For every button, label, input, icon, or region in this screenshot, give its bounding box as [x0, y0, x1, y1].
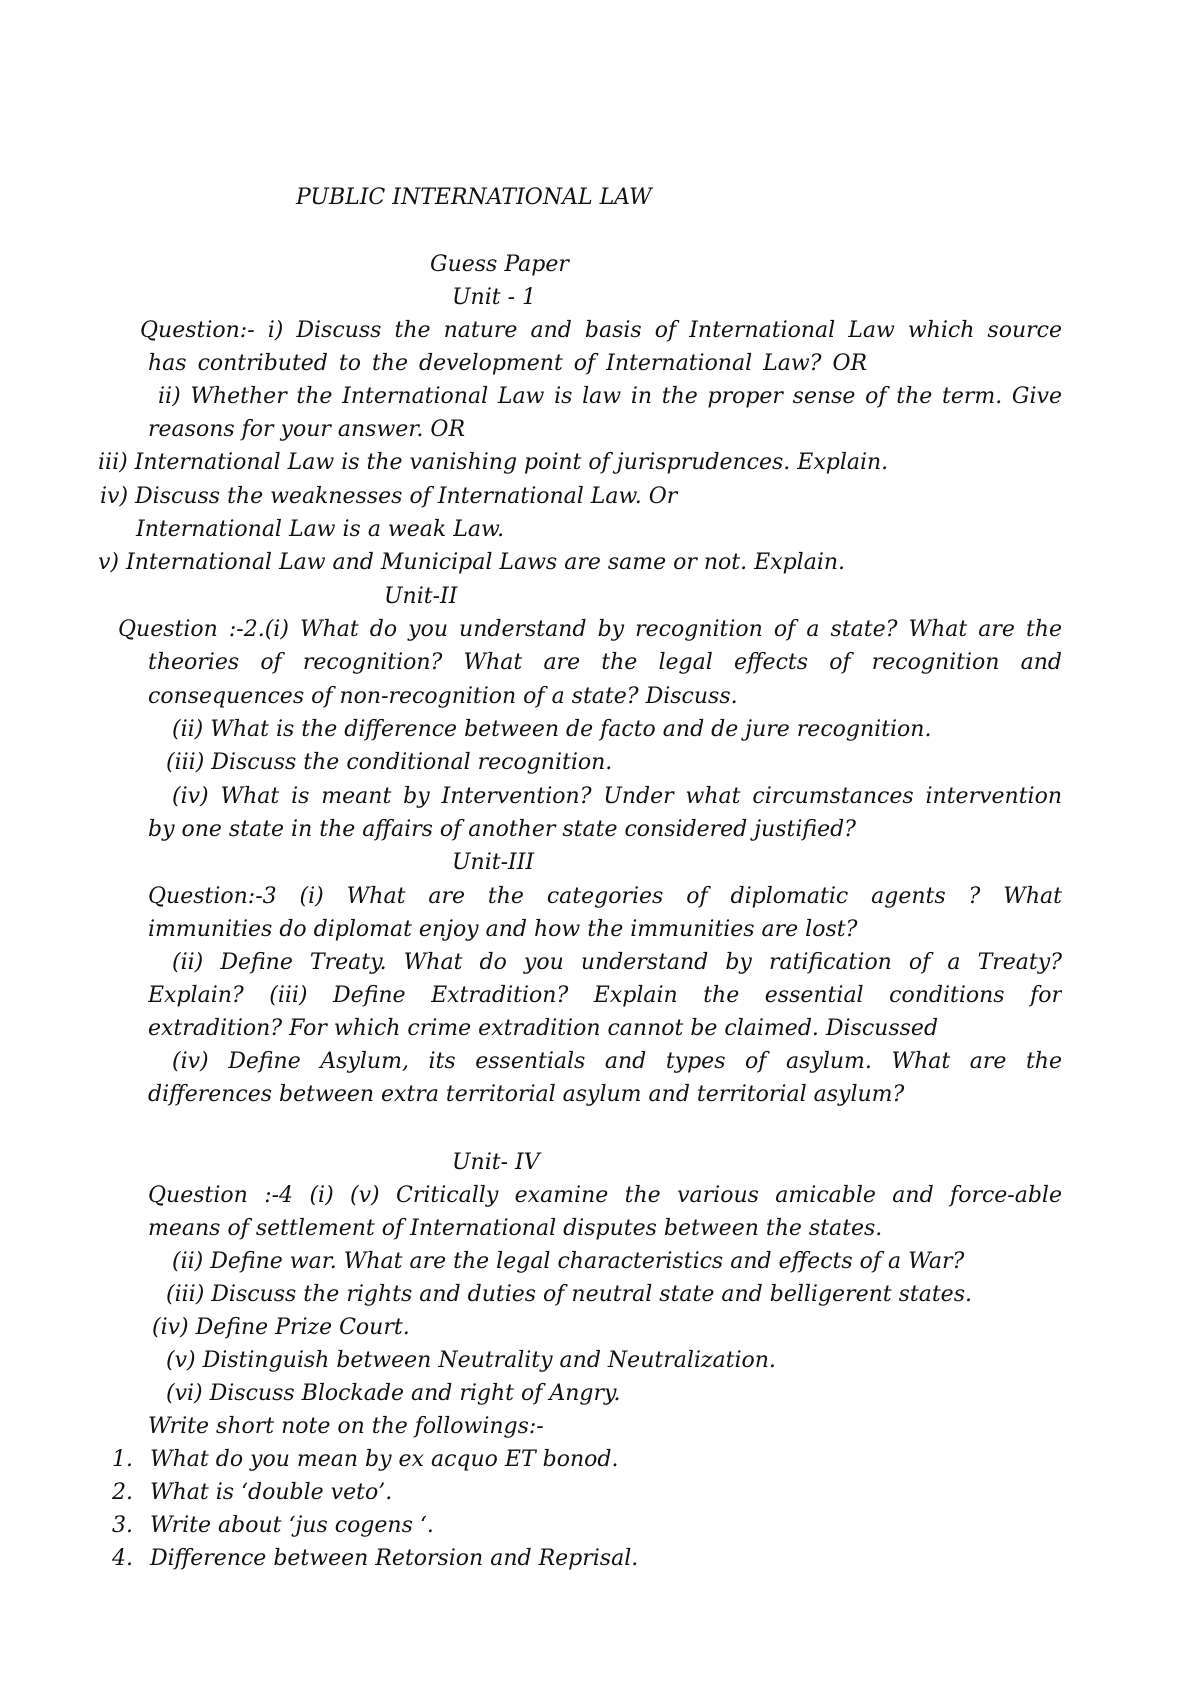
list-item-number: 1. [112, 1447, 133, 1472]
list-item: What is ‘double veto’. [150, 1480, 393, 1505]
question-line: (iv) Define Prize Court. [152, 1315, 410, 1340]
question-line: consequences of non-recognition of a state? Discuss. [148, 684, 738, 709]
document-subtitle: Guess Paper [430, 252, 569, 277]
question-line: (ii) Define Treaty. What do you understand by ratification of a Treaty? [172, 950, 1062, 975]
question-line: International Law is a weak Law. [136, 517, 505, 542]
list-item-number: 3. [112, 1513, 133, 1538]
question-line: Question :-4 (i) (v) Critically examine the various amicable and force-able [148, 1183, 1062, 1208]
question-line: extradition? For which crime extradition cannot be claimed. Discussed [148, 1016, 939, 1041]
question-line: (vi) Discuss Blockade and right of Angry. [166, 1381, 621, 1406]
question-line: Explain? (iii) Define Extradition? Explain the essential conditions for [148, 983, 1062, 1008]
question-line: immunities do diplomat enjoy and how the immunities are lost? [148, 917, 858, 942]
question-line: (v) Distinguish between Neutrality and Neutralization. [166, 1348, 776, 1373]
question-line: by one state in the affairs of another state considered justified? [148, 817, 856, 842]
unit-heading: Unit-III [452, 850, 535, 875]
question-line: differences between extra territorial asylum and territorial asylum? [148, 1082, 905, 1107]
question-line: iv) Discuss the weaknesses of International Law. Or [100, 484, 678, 509]
question-line: reasons for your answer. OR [148, 417, 466, 442]
document-title: PUBLIC INTERNATIONAL LAW [296, 185, 652, 210]
list-item-number: 4. [112, 1546, 133, 1571]
question-line: has contributed to the development of International Law? OR [148, 351, 868, 376]
question-line: ii) Whether the International Law is law in the proper sense of the term. Give [158, 384, 1062, 409]
question-line: (iv) Define Asylum, its essentials and types of asylum. What are the [172, 1049, 1062, 1074]
question-line: v) International Law and Municipal Laws are same or not. Explain. [98, 550, 846, 575]
question-line: (ii) What is the difference between de facto and de jure recognition. [172, 717, 932, 742]
question-line: theories of recognition? What are the legal effects of recognition and [148, 650, 1062, 675]
unit-heading: Unit- IV [452, 1150, 540, 1175]
unit-heading: Unit-II [384, 584, 458, 609]
question-line: iii) International Law is the vanishing point of jurisprudences. Explain. [98, 450, 889, 475]
question-line: (iv) What is meant by Intervention? Under what circumstances intervention [172, 784, 1062, 809]
list-item-number: 2. [112, 1480, 133, 1505]
unit-heading: Unit - 1 [452, 285, 537, 310]
question-line: Question :-2.(i) What do you understand by recognition of a state? What are the [118, 617, 1062, 642]
question-line: (iii) Discuss the conditional recognition. [166, 750, 613, 775]
question-line: Question:-3 (i) What are the categories of diplomatic agents ? What [148, 884, 1062, 909]
question-line: means of settlement of International disputes between the states. [148, 1216, 883, 1241]
list-item: Difference between Retorsion and Reprisal. [150, 1546, 639, 1571]
list-item: What do you mean by ex acquo ET bonod. [150, 1447, 619, 1472]
question-line: (iii) Discuss the rights and duties of neutral state and belligerent states. [166, 1282, 972, 1307]
list-item: Write about ‘jus cogens ‘. [150, 1513, 434, 1538]
question-line: (ii) Define war. What are the legal characteristics and effects of a War? [172, 1249, 965, 1274]
question-line: Question:- i) Discuss the nature and basis of International Law which source [140, 318, 1062, 343]
question-line: Write short note on the followings:- [148, 1414, 544, 1439]
